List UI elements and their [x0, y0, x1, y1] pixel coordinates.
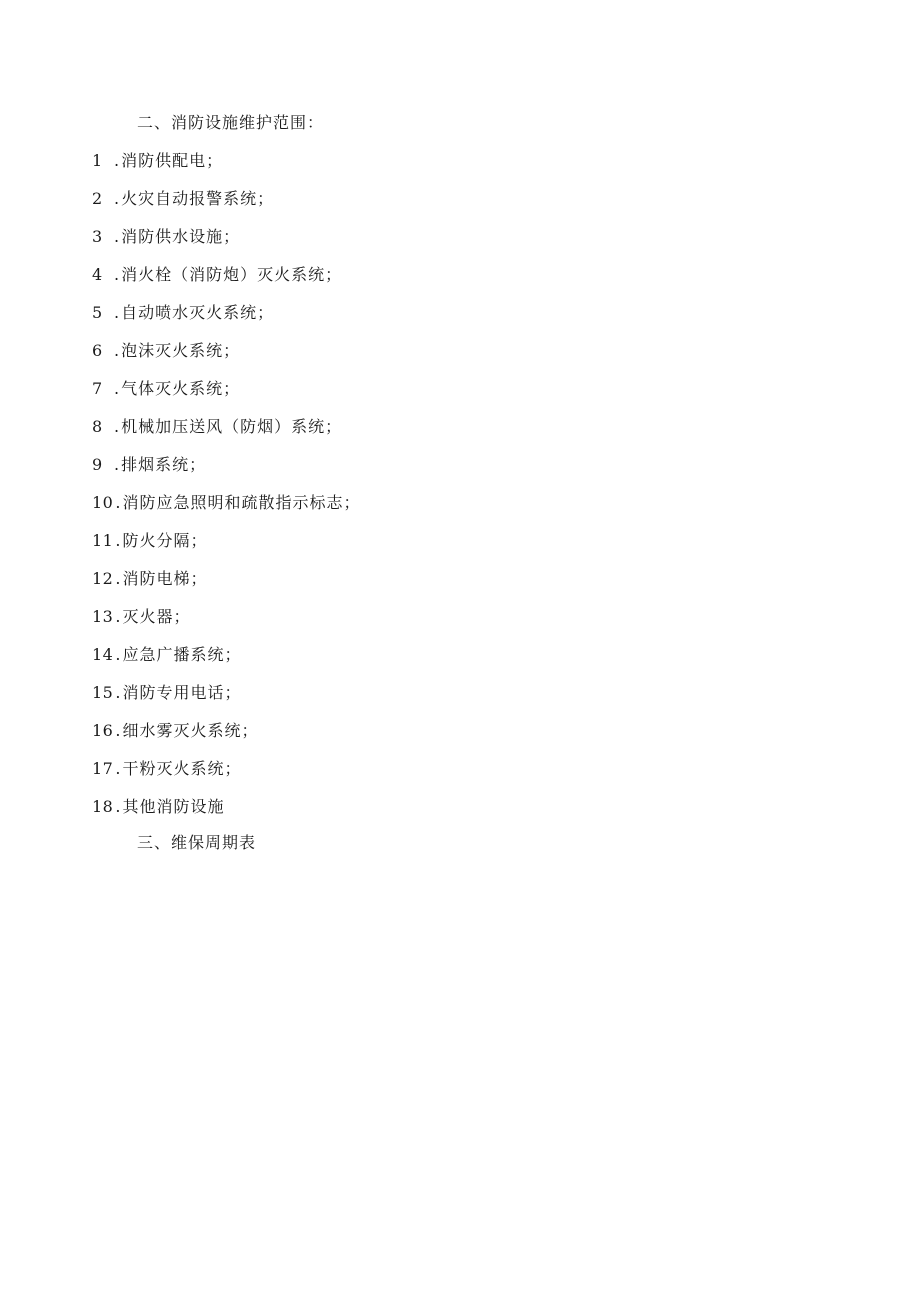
- list-item-number: 16: [92, 721, 114, 740]
- list-item-text: 自动喷水灭火系统；: [121, 303, 275, 322]
- section-three-heading: [137, 833, 256, 853]
- list-item-separator: .: [115, 493, 121, 512]
- list-item-number: 4: [92, 265, 103, 284]
- list-item-number: 9: [92, 455, 103, 474]
- list-item-number: 1: [92, 151, 103, 170]
- list-item-number: 2: [92, 189, 103, 208]
- list-item-text: 消火栓（消防炮）灭火系统；: [121, 265, 343, 284]
- list-item: [92, 265, 360, 303]
- maintenance-scope-list: [92, 151, 360, 835]
- list-item: [92, 645, 360, 683]
- list-item-number: 18: [92, 797, 114, 816]
- list-item-separator: .: [115, 797, 121, 816]
- list-item-text: 消防电梯；: [122, 569, 208, 588]
- list-item-separator: .: [114, 417, 120, 436]
- list-item-separator: .: [115, 683, 121, 702]
- list-item-separator: .: [114, 151, 120, 170]
- list-item: [92, 493, 360, 531]
- list-item-separator: .: [114, 341, 120, 360]
- list-item-separator: .: [114, 227, 120, 246]
- list-item: [92, 227, 360, 265]
- list-item: [92, 759, 360, 797]
- list-item-separator: .: [114, 455, 120, 474]
- list-item: [92, 569, 360, 607]
- section-two-title: 二、消防设施维护范围：: [137, 113, 325, 132]
- list-item-number: 14: [92, 645, 114, 664]
- list-item: [92, 341, 360, 379]
- list-item-text: 排烟系统；: [121, 455, 207, 474]
- list-item-text: 机械加压送风（防烟）系统；: [121, 417, 343, 436]
- list-item: [92, 683, 360, 721]
- list-item-number: 15: [92, 683, 114, 702]
- list-item-text: 泡沫灭火系统；: [121, 341, 241, 360]
- list-item-number: 7: [92, 379, 103, 398]
- list-item: [92, 721, 360, 759]
- list-item-text: 干粉灭火系统；: [122, 759, 242, 778]
- list-item-number: 3: [92, 227, 103, 246]
- list-item: [92, 797, 360, 835]
- list-item-text: 消防供水设施；: [121, 227, 241, 246]
- list-item-separator: .: [115, 531, 121, 550]
- list-item: [92, 531, 360, 569]
- list-item-text: 灭火器；: [122, 607, 191, 626]
- section-three-title: 三、维保周期表: [137, 833, 257, 852]
- list-item-text: 细水雾灭火系统；: [122, 721, 259, 740]
- list-item: [92, 379, 360, 417]
- list-item-text: 防火分隔；: [122, 531, 208, 550]
- list-item-separator: .: [114, 189, 120, 208]
- list-item-separator: .: [115, 607, 121, 626]
- list-item-number: 12: [92, 569, 114, 588]
- list-item-number: 17: [92, 759, 114, 778]
- list-item-text: 火灾自动报警系统；: [121, 189, 275, 208]
- list-item-number: 11: [92, 531, 114, 550]
- list-item-number: 10: [92, 493, 114, 512]
- list-item-separator: .: [115, 645, 121, 664]
- list-item-separator: .: [115, 569, 121, 588]
- list-item-number: 13: [92, 607, 114, 626]
- list-item: [92, 303, 360, 341]
- list-item-separator: .: [114, 303, 120, 322]
- section-two-heading: [137, 113, 324, 133]
- list-item-separator: .: [115, 759, 121, 778]
- list-item-text: 其他消防设施: [122, 797, 225, 816]
- list-item-separator: .: [114, 265, 120, 284]
- list-item-text: 气体灭火系统；: [121, 379, 241, 398]
- list-item: [92, 151, 360, 189]
- list-item-separator: .: [114, 379, 120, 398]
- list-item-number: 8: [92, 417, 103, 436]
- list-item: [92, 607, 360, 645]
- list-item: [92, 455, 360, 493]
- list-item-text: 消防专用电话；: [122, 683, 242, 702]
- list-item: [92, 417, 360, 455]
- list-item-separator: .: [115, 721, 121, 740]
- list-item: [92, 189, 360, 227]
- list-item-text: 消防应急照明和疏散指示标志；: [122, 493, 361, 512]
- list-item-number: 5: [92, 303, 103, 322]
- list-item-text: 应急广播系统；: [122, 645, 242, 664]
- list-item-number: 6: [92, 341, 103, 360]
- list-item-text: 消防供配电；: [121, 151, 224, 170]
